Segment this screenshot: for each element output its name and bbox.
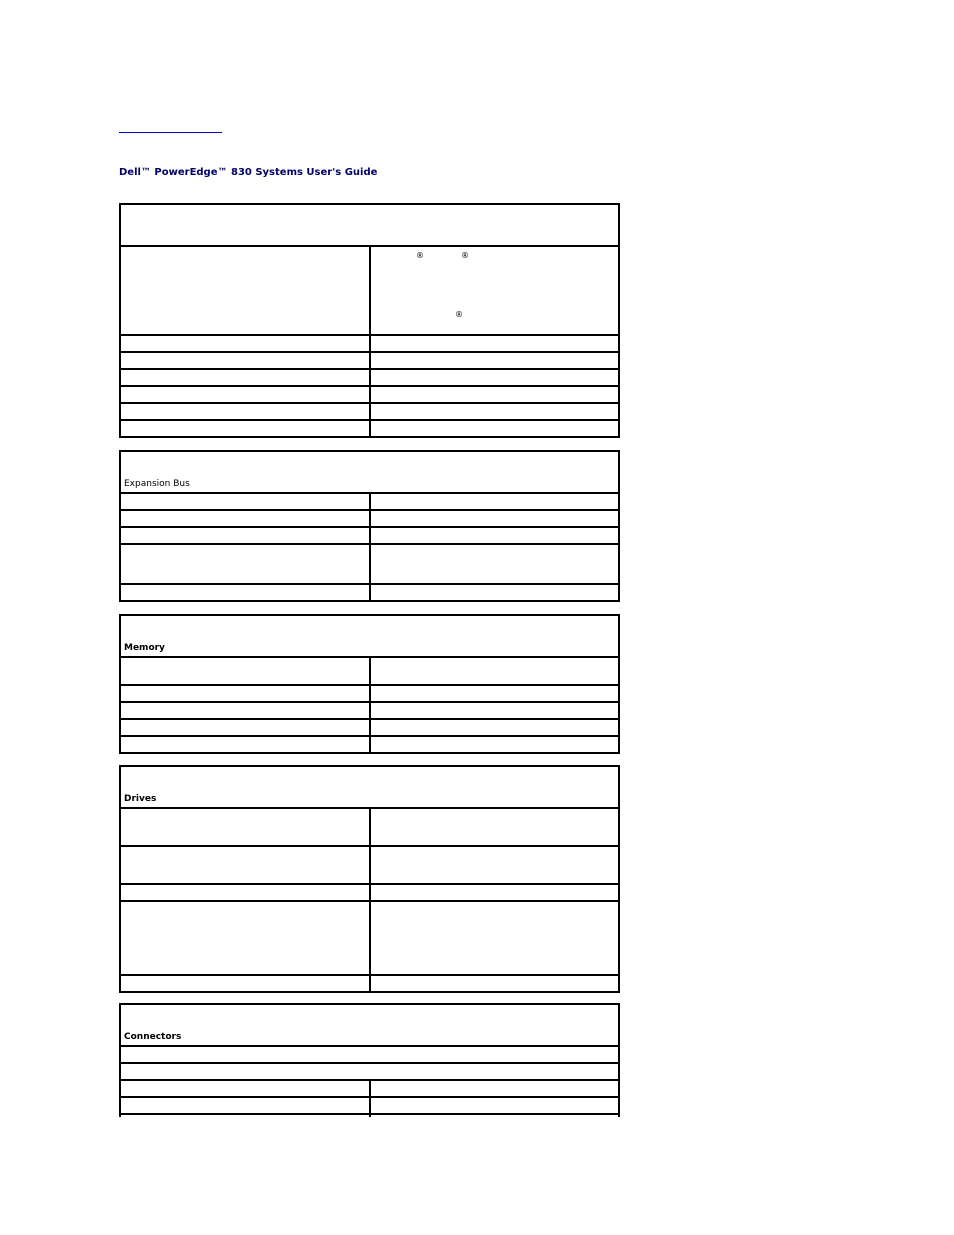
table-row — [121, 334, 618, 351]
table-row — [121, 1045, 618, 1062]
table-row — [121, 419, 618, 436]
spec-label-cell — [121, 1115, 371, 1117]
table-row — [121, 684, 618, 701]
section-heading-row — [121, 616, 618, 656]
spec-value-cell — [371, 494, 618, 509]
spec-value-cell — [371, 809, 618, 845]
spec-label-cell — [121, 585, 371, 600]
spec-table-drives — [119, 765, 620, 993]
table-row — [121, 900, 618, 974]
spec-table-connectors — [119, 1003, 620, 1117]
spec-label-cell — [121, 737, 371, 752]
spec-table-memory — [119, 614, 620, 754]
spec-label-cell — [121, 511, 371, 526]
section-heading-row — [121, 452, 618, 492]
spec-label-cell — [121, 528, 371, 543]
section-heading-row — [121, 767, 618, 807]
spec-value-cell — [371, 847, 618, 883]
spec-value-cell — [371, 421, 618, 436]
spec-value-cell — [371, 902, 618, 974]
spec-label-cell — [121, 336, 371, 351]
table-row — [121, 845, 618, 883]
table-row — [121, 368, 618, 385]
table-row — [121, 701, 618, 718]
registered-mark: ® — [455, 310, 463, 319]
spec-table-expansion-bus — [119, 450, 620, 602]
top-link[interactable] — [119, 120, 222, 133]
section-heading-row — [121, 1005, 618, 1045]
spec-label-cell — [121, 809, 371, 845]
table-row — [121, 1096, 618, 1113]
spec-label-cell — [121, 421, 371, 436]
spec-value-cell — [371, 511, 618, 526]
spec-label-cell — [121, 370, 371, 385]
registered-mark: ® — [416, 251, 424, 260]
section-heading-drives: Drives — [124, 794, 157, 804]
spec-table-processor — [119, 203, 620, 438]
spec-value-cell — [371, 686, 618, 701]
spec-label-cell — [121, 703, 371, 718]
table-row — [121, 492, 618, 509]
spec-value-cell — [371, 404, 618, 419]
spec-value-cell — [371, 1115, 618, 1117]
spec-label-cell — [121, 976, 371, 991]
spec-label-cell — [121, 720, 371, 735]
spec-value-cell — [371, 247, 618, 334]
spec-subheading-cell — [121, 1064, 618, 1079]
spec-value-cell — [371, 585, 618, 600]
section-heading-memory: Memory — [124, 643, 165, 653]
spec-label-cell — [121, 387, 371, 402]
spec-value-cell — [371, 703, 618, 718]
table-row — [121, 385, 618, 402]
table-row — [121, 526, 618, 543]
table-row — [121, 351, 618, 368]
spec-value-cell — [371, 545, 618, 583]
table-row — [121, 1113, 618, 1117]
section-heading-row — [121, 205, 618, 245]
spec-label-cell — [121, 247, 371, 334]
table-row — [121, 509, 618, 526]
table-row — [121, 735, 618, 752]
spec-value-cell — [371, 737, 618, 752]
spec-label-cell — [121, 686, 371, 701]
table-row — [121, 245, 618, 334]
table-row — [121, 807, 618, 845]
spec-value-cell — [371, 1081, 618, 1096]
section-heading-cell — [124, 205, 618, 243]
spec-value-cell — [371, 336, 618, 351]
table-row — [121, 656, 618, 684]
spec-label-cell — [121, 494, 371, 509]
spec-value-cell — [371, 1098, 618, 1113]
spec-value-cell — [371, 885, 618, 900]
spec-value-cell — [371, 976, 618, 991]
section-heading-connectors: Connectors — [124, 1032, 182, 1042]
table-row — [121, 543, 618, 583]
spec-value-cell — [371, 528, 618, 543]
spec-label-cell — [121, 885, 371, 900]
table-row — [121, 402, 618, 419]
table-row — [121, 1079, 618, 1096]
table-row — [121, 1062, 618, 1079]
spec-value-cell — [371, 658, 618, 684]
spec-label-cell — [121, 847, 371, 883]
registered-mark: ® — [461, 251, 469, 260]
spec-value-cell — [371, 353, 618, 368]
spec-label-cell — [121, 658, 371, 684]
table-row — [121, 974, 618, 991]
spec-label-cell — [121, 404, 371, 419]
spec-value-cell — [371, 387, 618, 402]
spec-label-cell — [121, 1081, 371, 1096]
spec-value-cell — [371, 720, 618, 735]
spec-label-cell — [121, 545, 371, 583]
spec-label-cell — [121, 1098, 371, 1113]
spec-value-cell — [371, 370, 618, 385]
spec-label-cell — [121, 353, 371, 368]
table-row — [121, 718, 618, 735]
guide-title: Dell™ PowerEdge™ 830 Systems User's Guide — [119, 167, 378, 178]
table-row — [121, 583, 618, 600]
spec-label-cell — [121, 902, 371, 974]
table-row — [121, 883, 618, 900]
spec-subheading-cell — [121, 1047, 618, 1062]
section-heading-expansion-bus: Expansion Bus — [124, 479, 190, 489]
